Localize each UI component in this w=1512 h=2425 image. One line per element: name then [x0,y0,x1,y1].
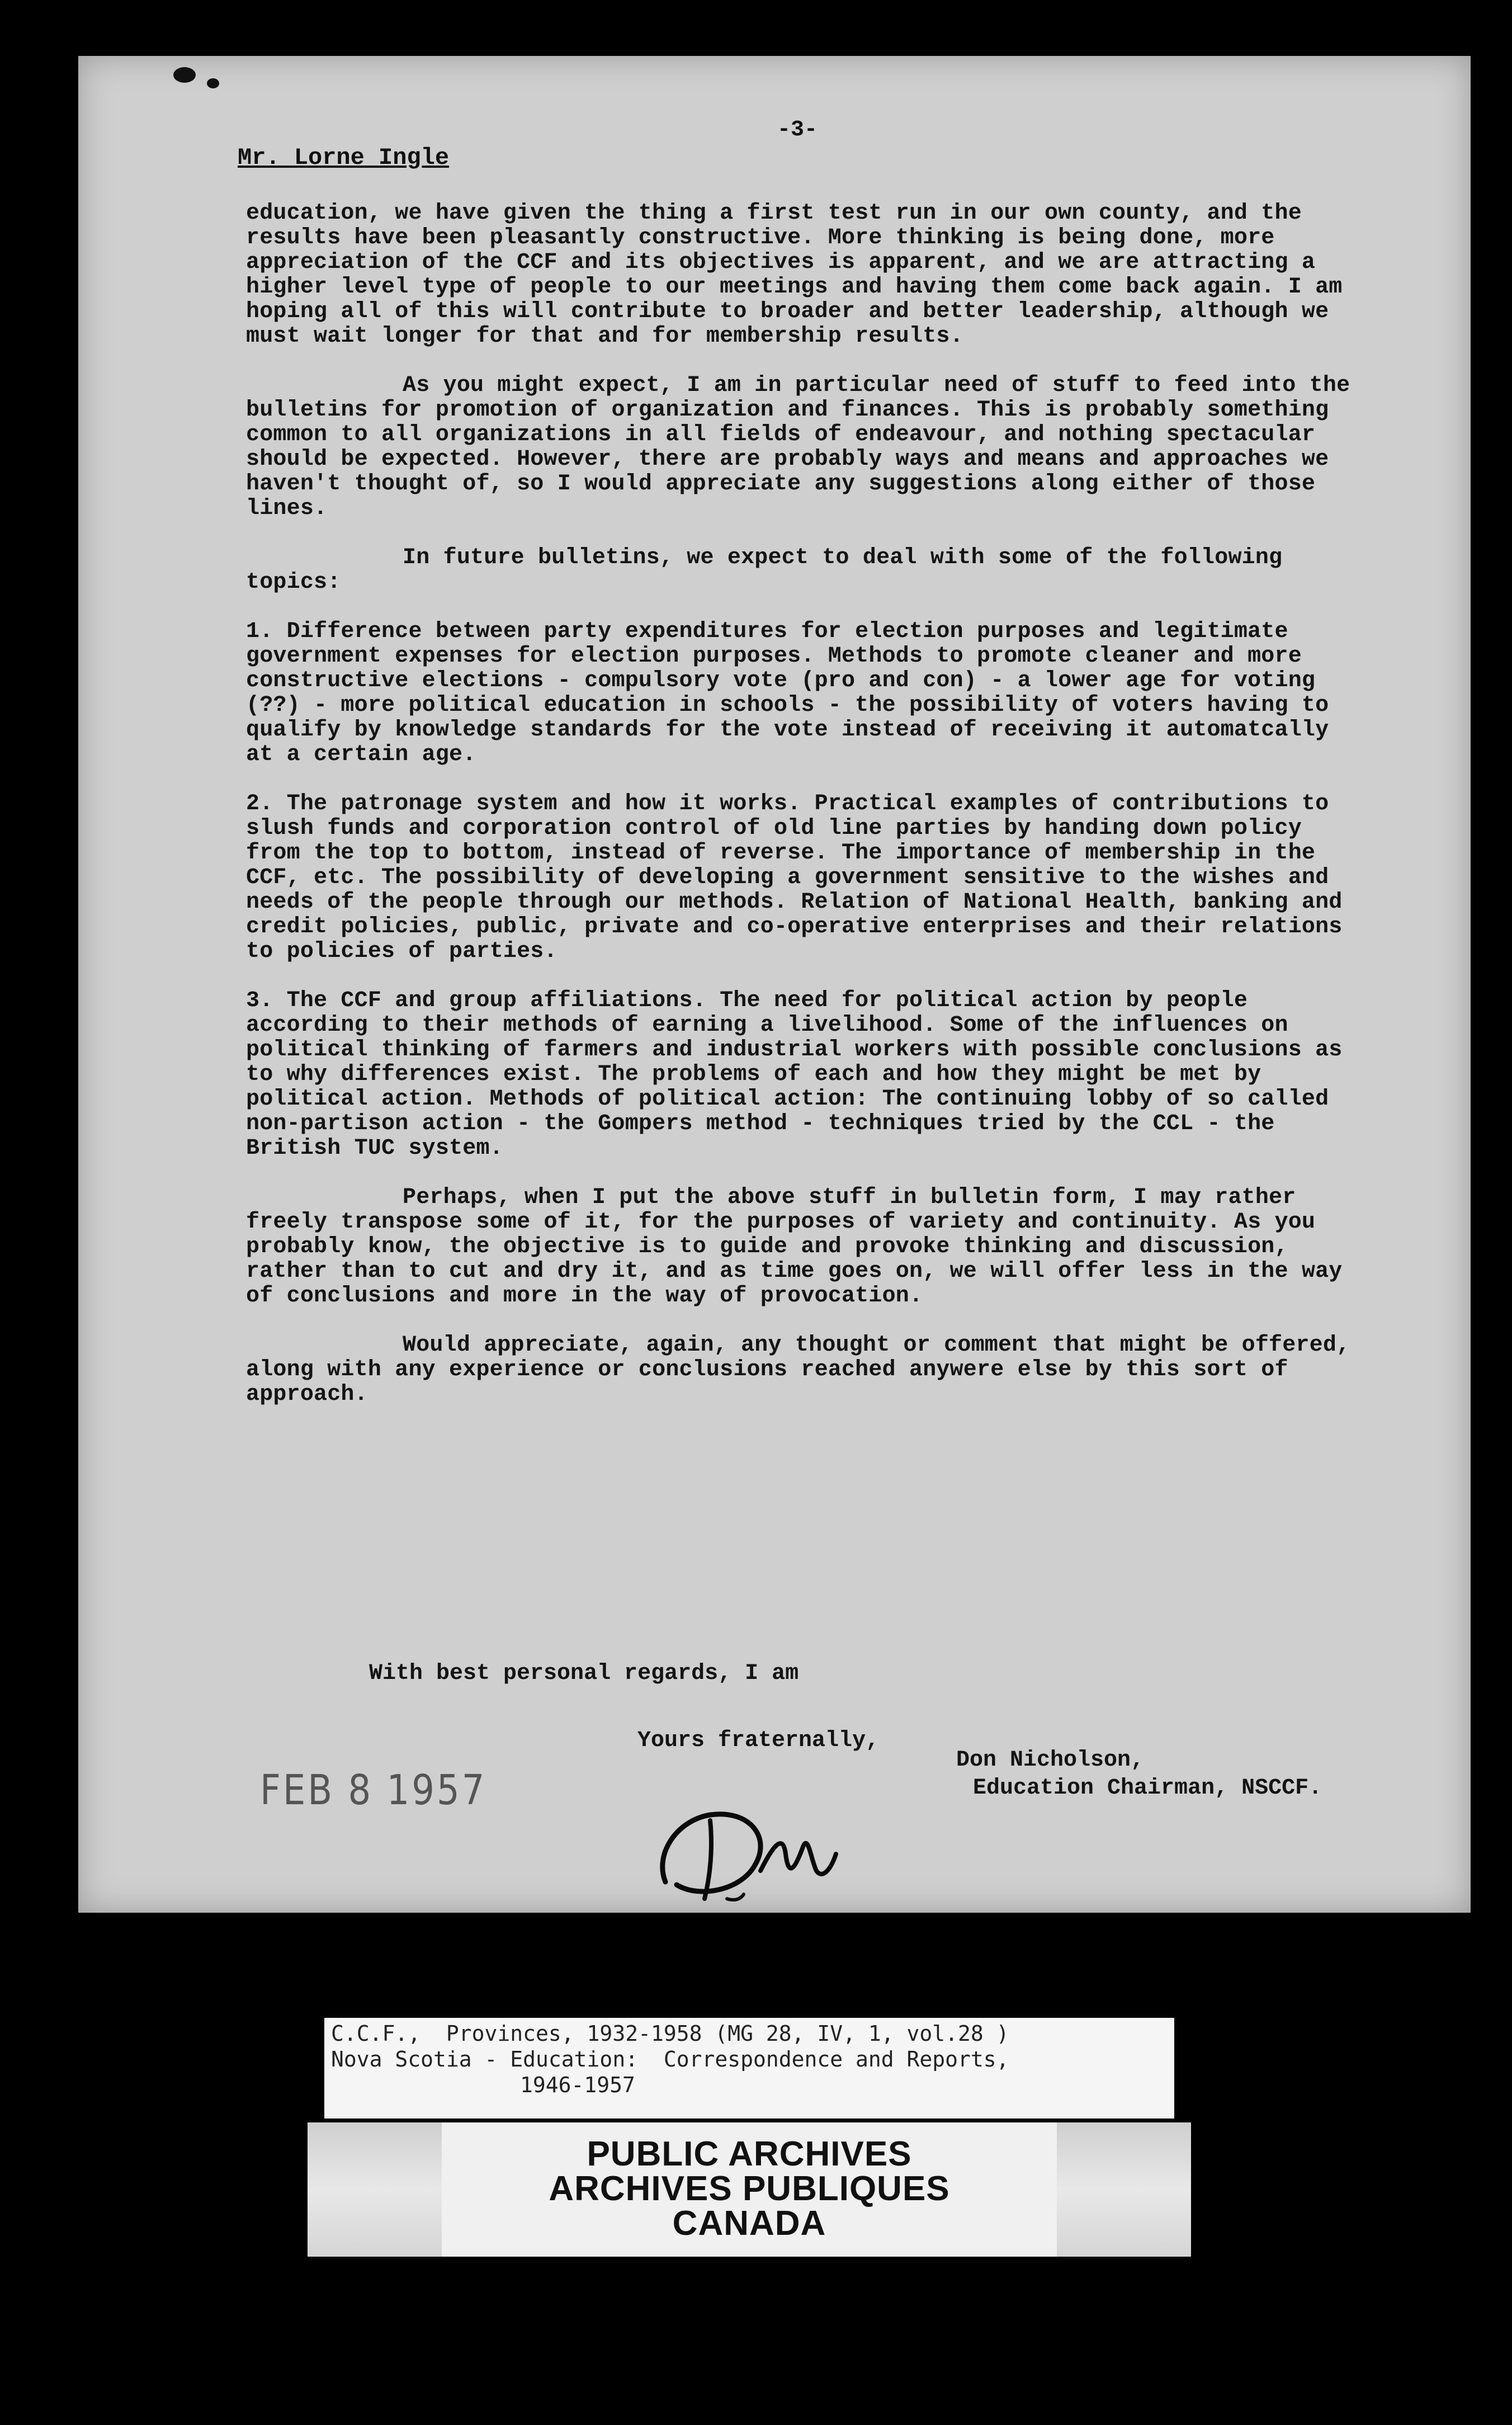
topic-item-1: 1. Difference between party expenditures for election purposes and legitimate government expenses for election purposes. Methods to promote cleaner and more constructive elections - compulsory vote (pro and con) - a lower age for voting (??) - more political education in schools - the possibility of voters having to qualify by knowledge standards for the vote instead of receiving it automatcally at a certain age. [246,619,1343,767]
topic-item-2: 2. The patronage system and how it works. Practical examples of contributions to slush funds and corporation control of old line parties by handing down policy from the top to bottom, instead of reverse. The importance of membership in the CCF, etc. The possibility of developing a government sensitive to the wishes and needs of the people through our methods. Relation of National Health, banking and credit policies, public, private and co-operative enterprises and their relations to policies of parties. [246,791,1356,964]
archive-reference-line-3: 1946-1957 [520,2073,635,2097]
signer-name: Don Nicholson, [956,1748,1145,1773]
handwritten-signature [643,1787,856,1910]
archive-banner-line-1: PUBLIC ARCHIVES [587,2135,912,2173]
archive-banner-plate [442,2122,1057,2257]
archive-reference-label [324,2018,1174,2119]
page-number: -3- [777,117,818,143]
closing-line: With best personal regards, I am [369,1661,799,1686]
ink-speck [207,78,219,88]
received-date-stamp: FEB 8 1957 [260,1767,487,1815]
paragraph-perhaps: Perhaps, when I put the above stuff in bulletin form, I may rather freely transpose some of it, for the purposes of variety and continuity. As you probably know, the objective is to guide and provoke thinking and discussion, rather than to cut and dry it, and as time goes on, we will offer less in the way of conclusions and more in the way of provocation. [246,1185,1356,1309]
complimentary-close: Yours fraternally, [637,1728,880,1753]
paragraph-appreciate: Would appreciate, again, any thought or comment that might be offered, along with any experience or conclusions reached anywere else by this sort of approach. [246,1333,1364,1407]
paragraph-intro: education, we have given the thing a first test run in our own county, and the results have been pleasantly constructive. More thinking is being done, more appreciation of the CCF and its objectives is apparent, and we are attracting a higher level type of people to our meetings and having them come back again. I am hoping all of this will contribute to broader and better leadership, although we must wait longer for that and for membership results. [246,201,1356,349]
ink-speck [173,67,196,83]
recipient-name: Mr. Lorne Ingle [238,144,450,171]
archive-banner-line-3: CANADA [672,2204,826,2243]
paragraph-organization: As you might expect, I am in particular need of stuff to feed into the bulletins for promotion of organization and finances. This is probably something common to all organizations in all fields of endeavour, and nothing spectacular should be expected. However, there are probably ways and means and approaches we haven't thought of, so I would appreciate any suggestions along either of those lines. [246,373,1364,521]
archive-reference-line-2: Nova Scotia - Education: Correspondence and Reports, [331,2047,1009,2072]
topic-item-3: 3. The CCF and group affiliations. The need for political action by people according to their methods of earning a livelihood. Some of the influences on political thinking of farmers and industrial workers with possible conclusions as to why differences exist. The problems of each and how they might be met by political action. Methods of political action: The continuing lobby of so called non-partison action - the Gompers method - techniques tried by the CCL - the British TUC system. [246,988,1356,1161]
archive-banner-line-2: ARCHIVES PUBLIQUES [549,2169,950,2208]
signer-title: Education Chairman, NSCCF. [973,1776,1322,1801]
archive-reference-line-1: C.C.F., Provinces, 1932-1958 (MG 28, IV, 1, vol.28 ) [331,2021,1009,2046]
archive-banner [308,2122,1191,2257]
paragraph-topics-intro: In future bulletins, we expect to deal with some of the following topics: [246,545,1296,595]
letter-body [246,201,1364,1432]
